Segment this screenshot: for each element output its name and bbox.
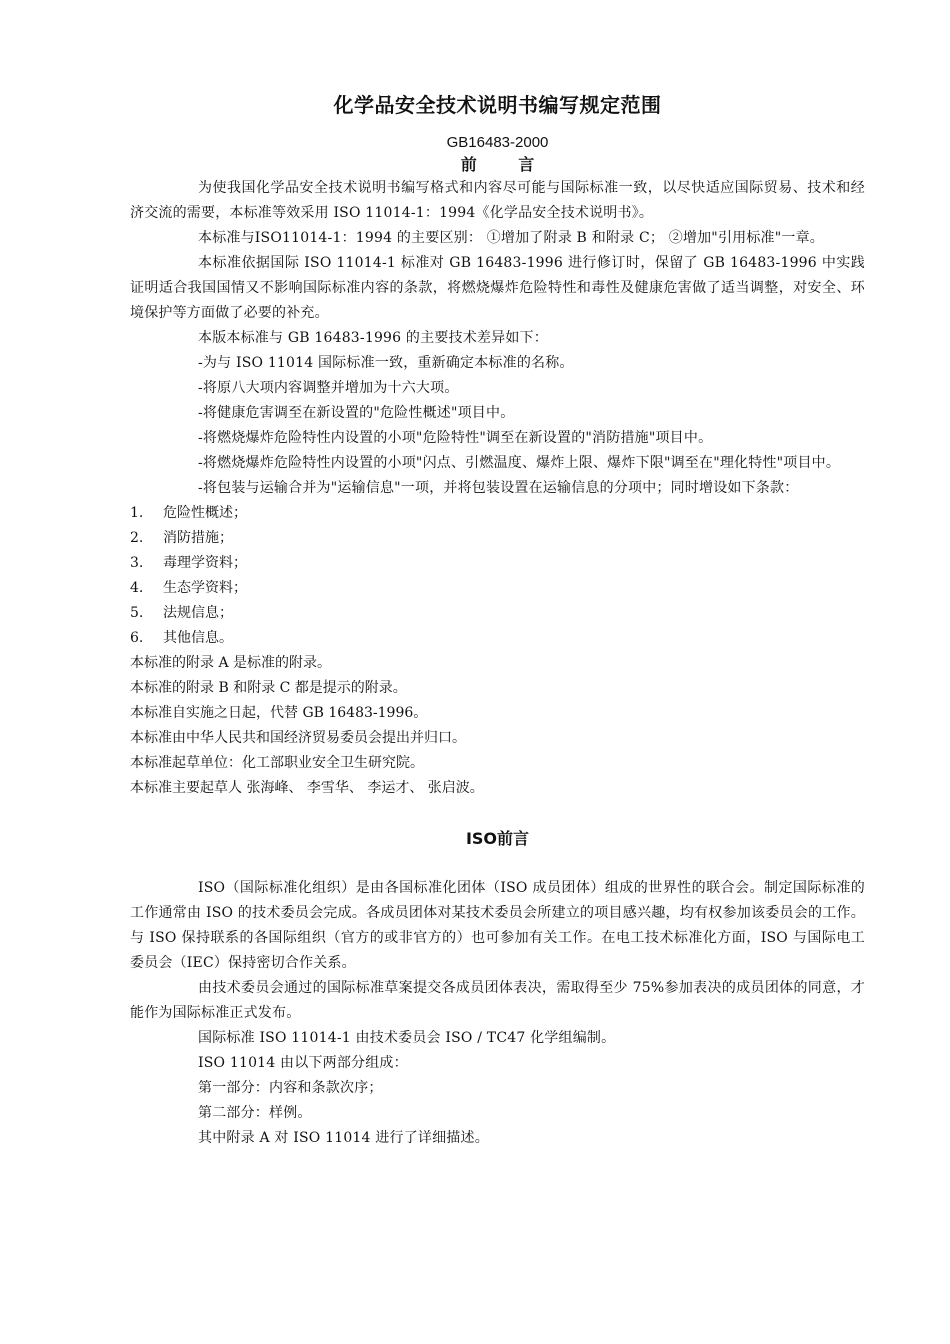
list-number: 2. (130, 530, 144, 546)
iso-paragraph: ISO（国际标准化组织）是由各国标准化团体（ISO 成员团体）组成的世界性的联合会。制定国际标准的工作通常由 ISO 的技术委员会完成。各成员团体对某技术委员会所建立的项目感兴趣，均有权参加该委员会的工作。与 ISO 保持联系的各国际组织（官方的或非官方的）也可参加有关工作。在电工技术标准化方面，ISO 与国际电工委员会（IEC）保持密切合作关系。 (130, 880, 865, 971)
iso-paragraph: ISO 11014 由以下两部分组成： (198, 1055, 408, 1071)
iso-paragraph: 第二部分：样例。 (198, 1105, 312, 1121)
list-text: 法规信息； (163, 605, 233, 621)
iso-paragraph: 由技术委员会通过的国际标准草案提交各成员团体表决，需取得至少 75%参加表决的成员团体的同意，才能作为国际标准正式发布。 (130, 980, 865, 1021)
iso-paragraph: 国际标准 ISO 11014-1 由技术委员会 ISO / TC47 化学组编制。 (198, 1030, 616, 1046)
preface-paragraph: 本标准与ISO11014-1：1994 的主要区别： ①增加了附录 B 和附录 C； ②增加"引用标准"一章。 (198, 230, 824, 246)
list-text: 生态学资料； (163, 580, 247, 596)
preface-paragraph: 本标准依据国际 ISO 11014-1 标准对 GB 16483-1996 进行修订时，保留了 GB 16483-1996 中实践证明适合我国国情又不影响国际标准内容的条款，将燃烧爆炸危险特性和毒性及健康危害做了适当调整，对安全、环境保护等方面做了必要的补充。 (130, 255, 865, 321)
list-number: 4. (130, 580, 144, 596)
closing-line: 本标准起草单位：化工部职业安全卫生研究院。 (130, 755, 424, 771)
closing-line: 本标准由中华人民共和国经济贸易委员会提出并归口。 (130, 730, 466, 746)
list-number: 5. (130, 605, 144, 621)
preface-heading: 前 言 (460, 155, 553, 174)
document-title: 化学品安全技术说明书编写规定范围 (333, 93, 662, 117)
difference-item: -为与 ISO 11014 国际标准一致，重新确定本标准的名称。 (198, 355, 574, 371)
list-item (130, 501, 865, 526)
list-text: 其他信息。 (163, 630, 233, 646)
list-text: 危险性概述； (163, 505, 247, 521)
closing-line: 本标准的附录 B 和附录 C 都是提示的附录。 (130, 680, 407, 696)
list-item (130, 551, 865, 576)
difference-item: -将健康危害调至在新设置的"危险性概述"项目中。 (198, 405, 515, 421)
closing-line: 本标准的附录 A 是标准的附录。 (130, 655, 332, 671)
difference-item: -将包装与运输合并为"运输信息"一项，并将包装设置在运输信息的分项中；同时增设如下条款： (198, 480, 799, 496)
preface-paragraph: 为使我国化学品安全技术说明书编写格式和内容尽可能与国际标准一致，以尽快适应国际贸易、技术和经济交流的需要，本标准等效采用 ISO 11014-1：1994《化学品安全技术说明书》。 (130, 180, 865, 221)
list-item (130, 601, 865, 626)
difference-item: -将燃烧爆炸危险特性内设置的小项"闪点、引燃温度、爆炸上限、爆炸下限"调至在"理化特性"项目中。 (198, 455, 841, 471)
standard-code: GB16483-2000 (446, 134, 549, 151)
document-page (130, 90, 865, 1151)
preface-paragraph: 本版本标准与 GB 16483-1996 的主要技术差异如下： (198, 330, 548, 346)
iso-preface-heading: ISO前言 (465, 829, 530, 848)
list-number: 3. (130, 555, 144, 571)
numbered-list (130, 501, 865, 651)
closing-line: 本标准自实施之日起，代替 GB 16483-1996。 (130, 705, 428, 721)
list-item (130, 526, 865, 551)
list-text: 毒理学资料； (163, 555, 247, 571)
iso-paragraph: 其中附录 A 对 ISO 11014 进行了详细描述。 (198, 1130, 489, 1146)
list-number: 1. (130, 505, 144, 521)
list-number: 6. (130, 630, 144, 646)
list-text: 消防措施； (163, 530, 233, 546)
list-item (130, 626, 865, 651)
closing-line: 本标准主要起草人 张海峰、 李雪华、 李运才、 张启波。 (130, 780, 484, 796)
list-item (130, 576, 865, 601)
iso-paragraph: 第一部分：内容和条款次序； (198, 1080, 383, 1096)
difference-item: -将原八大项内容调整并增加为十六大项。 (198, 380, 459, 396)
difference-item: -将燃烧爆炸危险特性内设置的小项"危险特性"调至在新设置的"消防措施"项目中。 (198, 430, 713, 446)
